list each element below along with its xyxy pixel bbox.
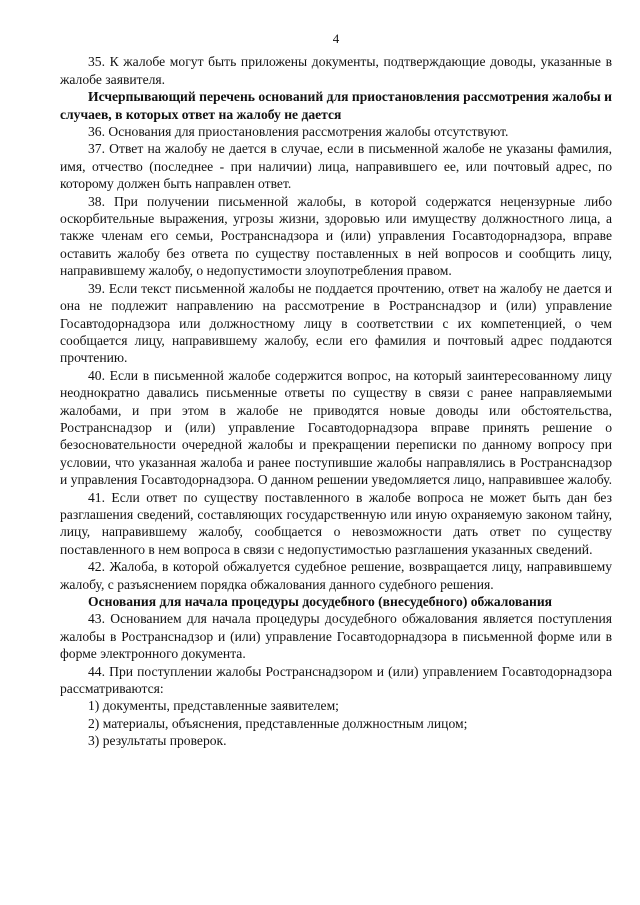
paragraph-38: 38. При получении письменной жалобы, в которой содержатся нецензурные либо оскорбительные выражения, угрозы жизни, здоровью или имуществу должностного лица, а также членам его семьи, Ространснадзора и (или) управления Госавтодорнадзора, вправе оставить жалобу без ответа по существу поставленных в ней вопросов и сообщить лицу, направившему жалобу, о недопустимости злоупотребления правом.: [60, 193, 612, 279]
paragraph-41: 41. Если ответ по существу поставленного в жалобе вопроса не может быть дан без разглашения сведений, составляющих государственную или иную охраняемую законом тайну, лицу, направившему жалобу, сообщается о невозможности дать ответ по существу поставленного в нем вопроса в связи с недопустимостью разглашения указанных сведений.: [60, 489, 612, 557]
paragraph-44: 44. При поступлении жалобы Ространснадзором и (или) управлением Госавтодорнадзора рассматриваются:: [60, 663, 612, 697]
paragraph-39: 39. Если текст письменной жалобы не поддается прочтению, ответ на жалобу не дается и она не подлежит направлению на рассмотрение в Ространснадзор и (или) управление Госавтодорнадзора или должностному лицу в соответствии с их компетенцией, о чем сообщается лицу, направившему жалобу, если его фамилия и почтовый адрес поддаются прочтению.: [60, 280, 612, 366]
paragraph-37: 37. Ответ на жалобу не дается в случае, если в письменной жалобе не указаны фамилия, имя, отчество (последнее - при наличии) лица, направившего ее, или почтовый адрес, по которому должен быть направлен ответ.: [60, 141, 612, 192]
paragraph-43: 43. Основанием для начала процедуры досудебного обжалования является поступления жалобы в Ространснадзор и (или) управление Госавтодорнадзора в письменной форме или в форме электронного документа.: [60, 611, 612, 662]
page-number: 4: [332, 31, 340, 46]
list-item-3: 3) результаты проверок.: [88, 733, 227, 749]
list-item-2: 2) материалы, объяснения, представленные должностным лицом;: [88, 715, 468, 731]
list-item-1: 1) документы, представленные заявителем;: [88, 698, 339, 714]
section-heading-grounds: Основания для начала процедуры досудебного (внесудебного) обжалования: [88, 594, 553, 609]
paragraph-42: 42. Жалоба, в которой обжалуется судебное решение, возвращается лицу, направившему жалобу, с разъяснением порядка обжалования данного судебного решения.: [60, 559, 612, 592]
paragraph-36: 36. Основания для приостановления рассмотрения жалобы отсутствуют.: [88, 124, 509, 140]
section-heading-suspension: Исчерпывающий перечень оснований для приостановления рассмотрения жалобы и случаев, в которых ответ на жалобу не дается: [60, 89, 612, 122]
paragraph-40: 40. Если в письменной жалобе содержится вопрос, на который заинтересованному лицу неоднократно давались письменные ответы по существу в связи с ранее направляемыми жалобами, и при этом в жалобе не приводятся новые доводы или обстоятельства, Ространснадзор и (или) управление Госавтодорнадзора вправе принять решение о безосновательности очередной жалобы и прекращении переписки по данному вопросу при условии, что указанная жалоба и ранее поступившие жалобы направлялись в Ространснадзор и управления Госавтодорнадзора. О данном решении уведомляется лицо, направившее жалобу.: [60, 367, 613, 488]
paragraph-35: 35. К жалобе могут быть приложены документы, подтверждающие доводы, указанные в жалобе заявителя.: [60, 54, 612, 87]
